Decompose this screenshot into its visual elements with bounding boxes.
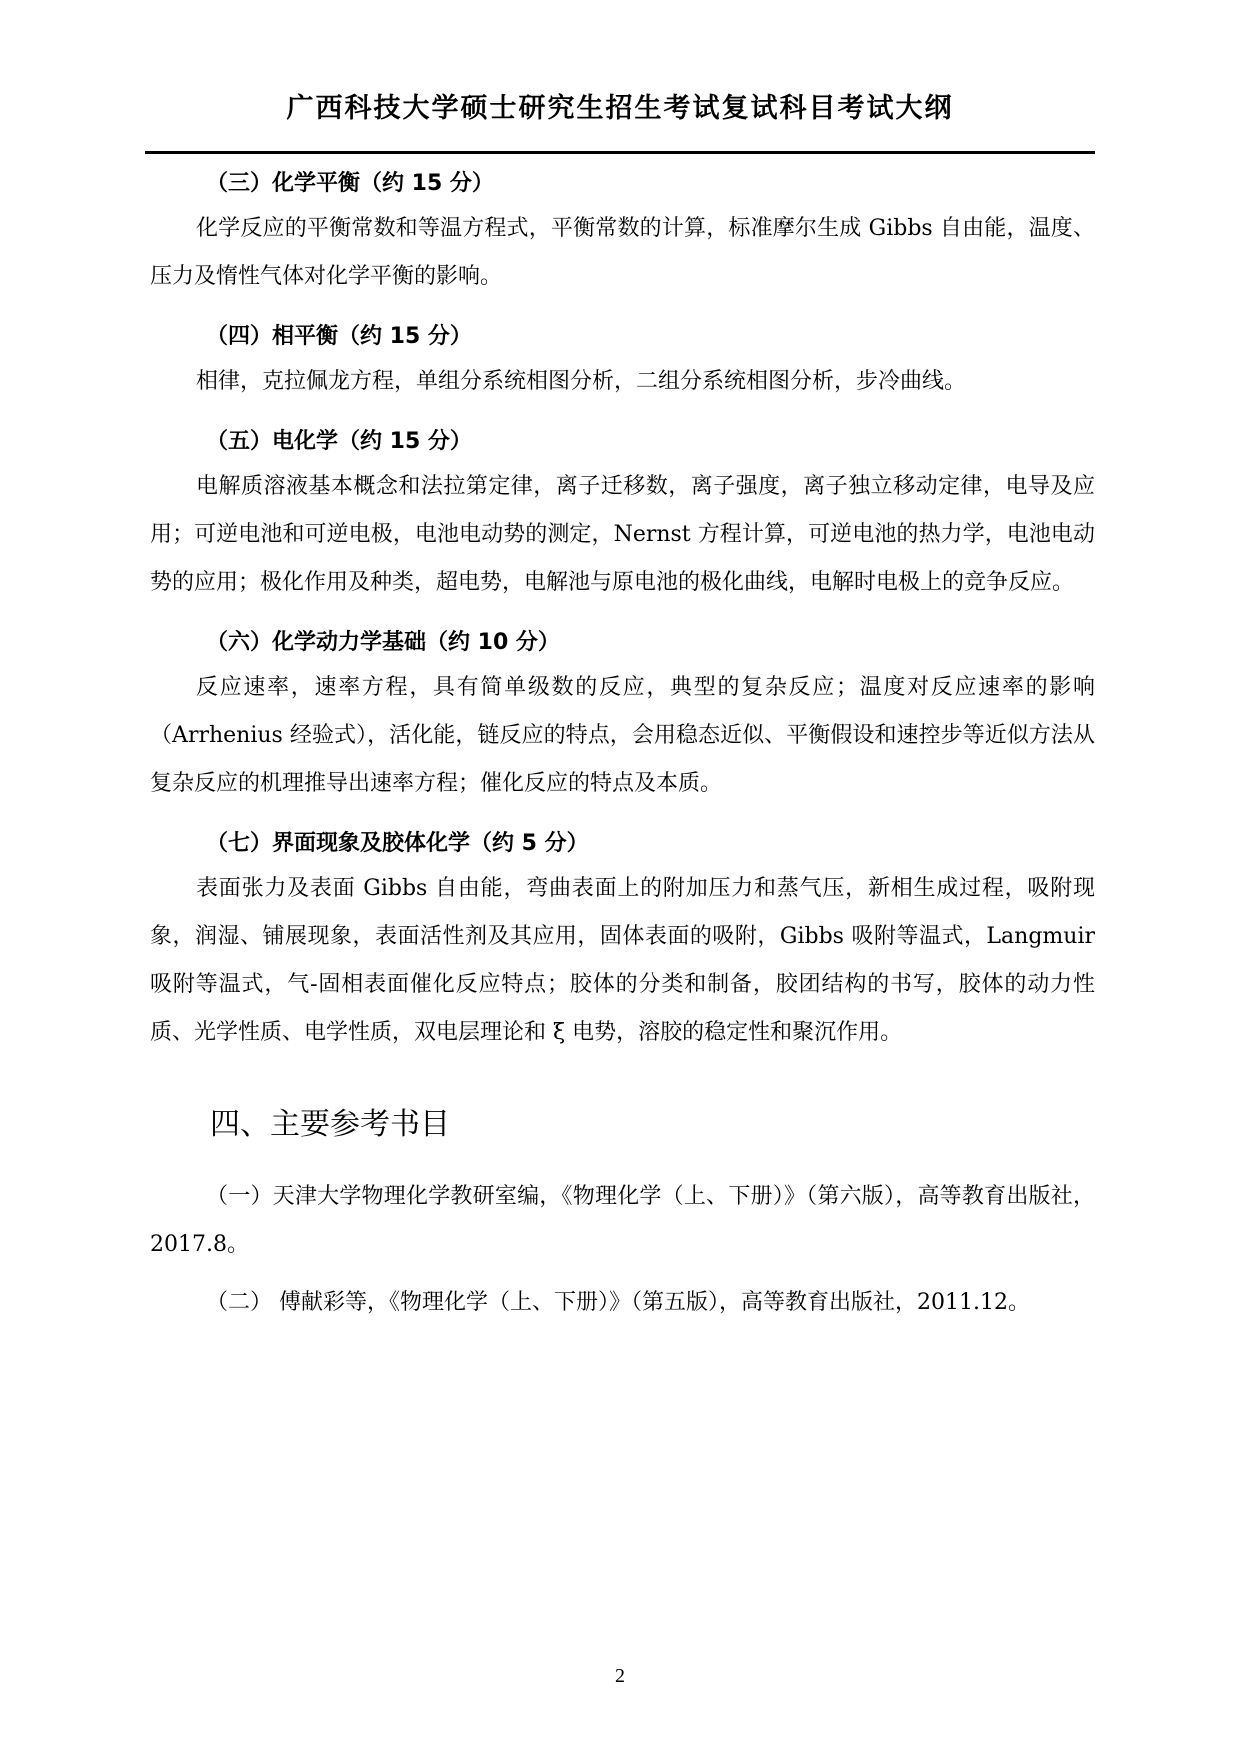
section-body: 化学反应的平衡常数和等温方程式，平衡常数的计算，标准摩尔生成 Gibbs 自由能，温度、压力及惰性气体对化学平衡的影响。	[150, 216, 1095, 289]
reference-item: （一）天津大学物理化学教研室编，《物理化学（上、下册）》（第六版），高等教育出版社，2017.8。	[150, 1184, 1095, 1257]
section-heading: （七）界面现象及胶体化学（约 5 分）	[206, 831, 589, 856]
reference-item: （二） 傅献彩等，《物理化学（上、下册）》（第五版），高等教育出版社，2011.12。	[206, 1290, 1030, 1315]
document-header-title: 广西科技大学硕士研究生招生考试复试科目考试大纲	[286, 93, 954, 124]
section-heading: （三）化学平衡（约 15 分）	[206, 171, 494, 196]
section-heading: （六）化学动力学基础（约 10 分）	[206, 630, 560, 655]
section-phase-equilibrium	[150, 319, 1095, 406]
section-body: 相律，克拉佩龙方程，单组分系统相图分析，二组分系统相图分析，步冷曲线。	[196, 369, 967, 394]
header-divider	[145, 151, 1095, 154]
section-body: 电解质溶液基本概念和法拉第定律，离子迁移数，离子强度，离子独立移动定律，电导及应用；可逆电池和可逆电极，电池电动势的测定，Nernst 方程计算，可逆电池的热力学，电池电动势的应用；极化作用及种类，超电势，电解池与原电池的极化曲线，电解时电极上的竞争反应。	[150, 474, 1095, 595]
section-heading: （四）相平衡（约 15 分）	[206, 324, 472, 349]
references-heading: 四、主要参考书目	[210, 1107, 450, 1142]
section-chemical-kinetics	[150, 625, 1095, 808]
section-chemical-equilibrium	[150, 166, 1095, 301]
section-heading: （五）电化学（约 15 分）	[206, 429, 472, 454]
section-interface-colloid	[150, 826, 1095, 1057]
document-body	[150, 160, 1095, 1327]
section-electrochemistry	[150, 424, 1095, 607]
section-body: 反应速率，速率方程，具有简单级数的反应，典型的复杂反应；温度对反应速率的影响（Arrhenius 经验式），活化能，链反应的特点，会用稳态近似、平衡假设和速控步等近似方法从复杂反应的机理推导出速率方程；催化反应的特点及本质。	[150, 675, 1095, 796]
references-section	[150, 1099, 1095, 1327]
section-body: 表面张力及表面 Gibbs 自由能，弯曲表面上的附加压力和蒸气压，新相生成过程，吸附现象，润湿、铺展现象，表面活性剂及其应用，固体表面的吸附，Gibbs 吸附等温式，Langmuir 吸附等温式，气-固相表面催化反应特点；胶体的分类和制备，胶团结构的书写，胶体的动力性质、光学性质、电学性质，双电层理论和 ξ 电势，溶胶的稳定性和聚沉作用。	[150, 876, 1095, 1045]
page-number: 2	[615, 1665, 625, 1687]
